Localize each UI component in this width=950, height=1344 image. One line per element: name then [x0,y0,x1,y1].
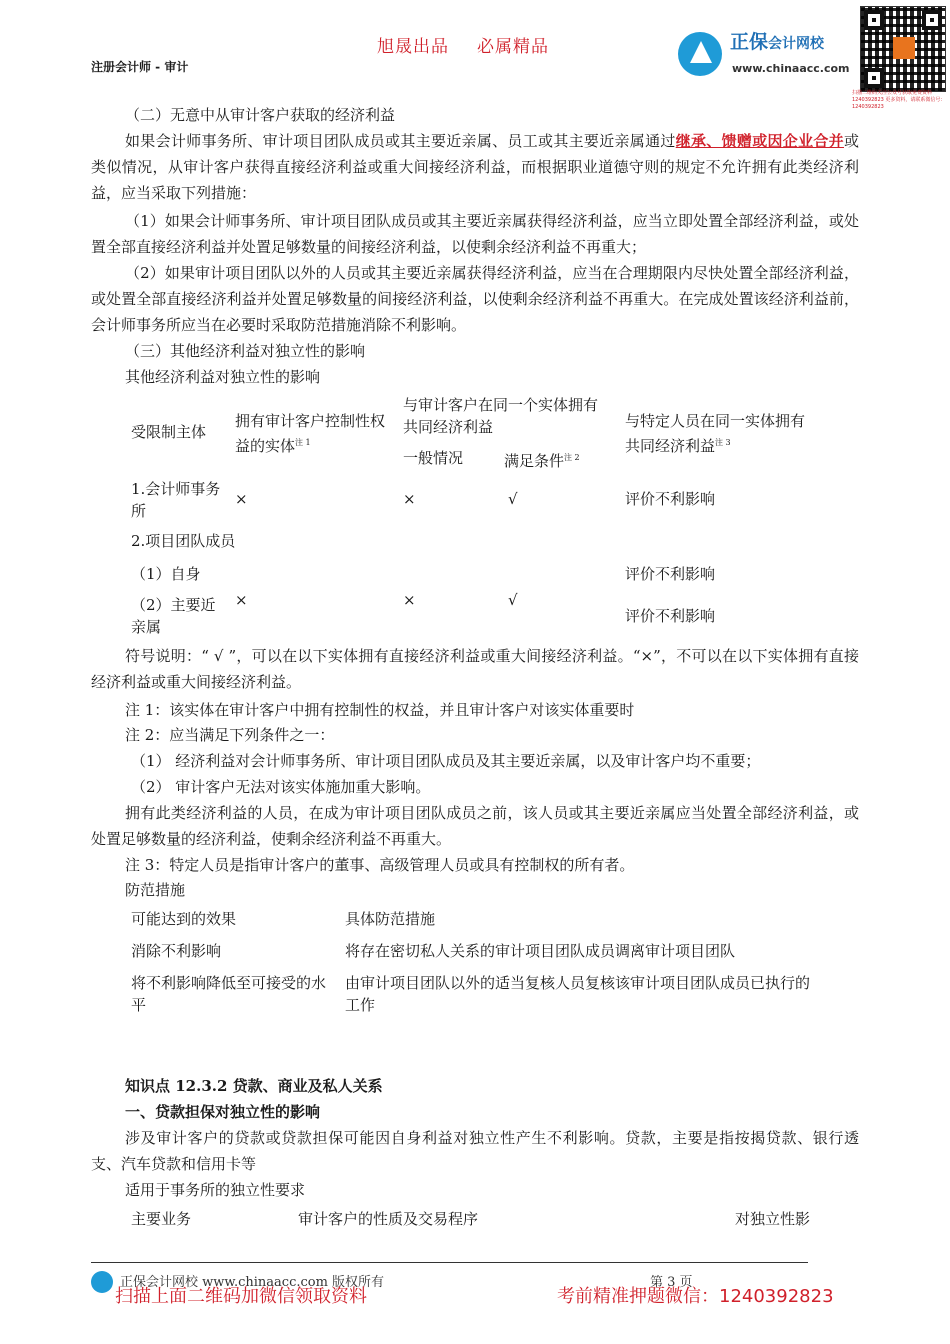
section-3-title: （三）其他经济利益对独立性的影响 [125,342,366,360]
note-1: 注 1：该实体在审计客户中拥有控制性的权益，并且审计客户对该实体重要时 [125,701,635,719]
th-independence-effect: 对独立性影 [735,1210,811,1228]
footer-divider [91,1262,808,1263]
section-2-paragraph-3: （2）如果审计项目团队以外的人员或其主要近亲属获得经济利益，应当在合理期限内尽快处置全部经济利益，或处置全部直接经济利益并处置足够数量的间接经济利益，以使剩余经济利益不再重大。在完成处置该经济利益前，会计师事务所应当在必要时采取防范措施消除不利影响。 [91,264,859,334]
measure-row-2-action: 由审计项目团队以外的适当复核人员复核该审计项目团队成员已执行的工作 [345,974,811,1014]
highlighted-phrase: 继承、馈赠或因企业合并 [675,132,844,150]
measures-title: 防范措施 [125,881,186,899]
th-main-business: 主要业务 [131,1210,192,1228]
row-firm-specific: 评价不利影响 [625,490,716,508]
footer-logo-icon [91,1271,113,1293]
th-control-entity: 拥有审计客户控制性权益的实体$^{注 1}$ [235,412,386,455]
footer-left-ad: 扫描上面二维码加微信领取资料 [115,1286,367,1307]
chinaacc-logo [678,28,858,84]
page-number: 第 3 页 [650,1275,693,1290]
symbol-legend: 符号说明：“ √ ”，可以在以下实体拥有直接经济利益或重大间接经济利益。“×”，不可以在以下实体拥有直接经济利益或重大间接经济利益。 [91,647,859,691]
dispose-paragraph: 拥有此类经济利益的人员，在成为审计项目团队成员之前，该人员或其主要近亲属应当处置全部经济利益，或处置足够数量的经济利益，使剩余经济利益不再重大。 [91,804,859,848]
row-firm-control: × [235,490,248,508]
qr-note: 扫描二维码关注公众号获取免费资料 1240392823 更多资料，请联系微信号：1240392823 [852,90,946,110]
table-1-caption: 其他经济利益对独立性的影响 [125,368,321,386]
th-measure: 具体防范措施 [345,910,436,928]
footer-right-ad: 考前精准押题微信：1240392823 [557,1286,834,1307]
logo-mark-icon [678,32,722,76]
slogan-part-1: 旭晟出品 [377,37,449,57]
knowledge-title: 知识点 12.3.2 贷款、商业及私人关系 [125,1077,383,1095]
measure-row-1-action: 将存在密切私人关系的审计项目团队成员调离审计项目团队 [345,942,736,960]
header-slogan [377,34,549,60]
knowledge-paragraph-2: 适用于事务所的独立性要求 [125,1181,306,1199]
row-relative-subject: （2）主要近亲属 [131,596,216,636]
th-effect: 可能达到的效果 [131,910,237,928]
row-self-specific: 评价不利影响 [625,565,716,583]
section-2-paragraph-2: （1）如果会计师事务所、审计项目团队成员或其主要近亲属获得经济利益，应当立即处置全部经济利益，或处置全部直接经济利益并处置足够数量的间接经济利益，以使剩余经济利益不再重大； [91,212,859,256]
section-2-title: （二）无意中从审计客户获取的经济利益 [125,106,396,124]
measure-row-1-effect: 消除不利影响 [131,942,222,960]
course-title: 注册会计师 - 审计 [91,60,189,74]
qr-code-icon [860,6,946,92]
note-3: 注 3：特定人员是指审计客户的董事、高级管理人员或具有控制权的所有者。 [125,856,635,874]
row-firm-subject: 1.会计师事务所 [131,480,221,520]
logo-url: www.chinaacc.com [732,62,850,75]
th-subject: 受限制主体 [131,423,207,441]
section-2-paragraph-1: 如果会计师事务所、审计项目团队成员或其主要近亲属、员工或其主要近亲属通过继承、馈赠或因企业合并或类似情况，从审计客户获得直接经济利益或重大间接经济利益，而根据职业道德守则的规定不允许拥有此类经济利益，应当采取下列措施： [91,132,859,202]
note-2-item-1: （1） 经济利益对会计师事务所、审计项目团队成员及其主要近亲属，以及审计客户均不重要； [131,752,761,770]
row-relative-control: × [235,591,248,609]
row-firm-general: × [403,490,416,508]
th-common-interest: 与审计客户在同一个实体拥有共同经济利益 [403,396,599,436]
row-team-subject: 2.项目团队成员 [131,532,236,550]
knowledge-paragraph-1: 涉及审计客户的贷款或贷款担保可能因自身利益对独立性产生不利影响。贷款，主要是指按揭贷款、银行透支、汽车贷款和信用卡等 [91,1129,859,1173]
th-client-nature: 审计客户的性质及交易程序 [298,1210,479,1228]
row-relative-general: × [403,591,416,609]
footer-copyright: 正保会计网校 www.chinaacc.com 版权所有 [120,1275,385,1290]
logo-name: 正保会计网校 [730,31,825,53]
th-condition: 满足条件$^{注 2}$ [504,452,580,470]
measure-row-2-effect: 将不利影响降低至可接受的水平 [131,974,327,1014]
row-self-subject: （1）自身 [131,565,201,583]
row-firm-condition: √ [508,490,518,508]
th-specific-person: 与特定人员在同一实体拥有共同经济利益$^{注 3}$ [625,412,806,455]
note-2: 注 2：应当满足下列条件之一： [125,726,335,744]
knowledge-subtitle: 一、贷款担保对独立性的影响 [125,1103,321,1121]
slogan-part-2: 必属精品 [477,37,549,57]
note-2-item-2: （2） 审计客户无法对该实体施加重大影响。 [131,778,431,796]
th-general: 一般情况 [403,449,464,467]
row-relative-condition: √ [508,591,518,609]
row-relative-specific: 评价不利影响 [625,607,716,625]
